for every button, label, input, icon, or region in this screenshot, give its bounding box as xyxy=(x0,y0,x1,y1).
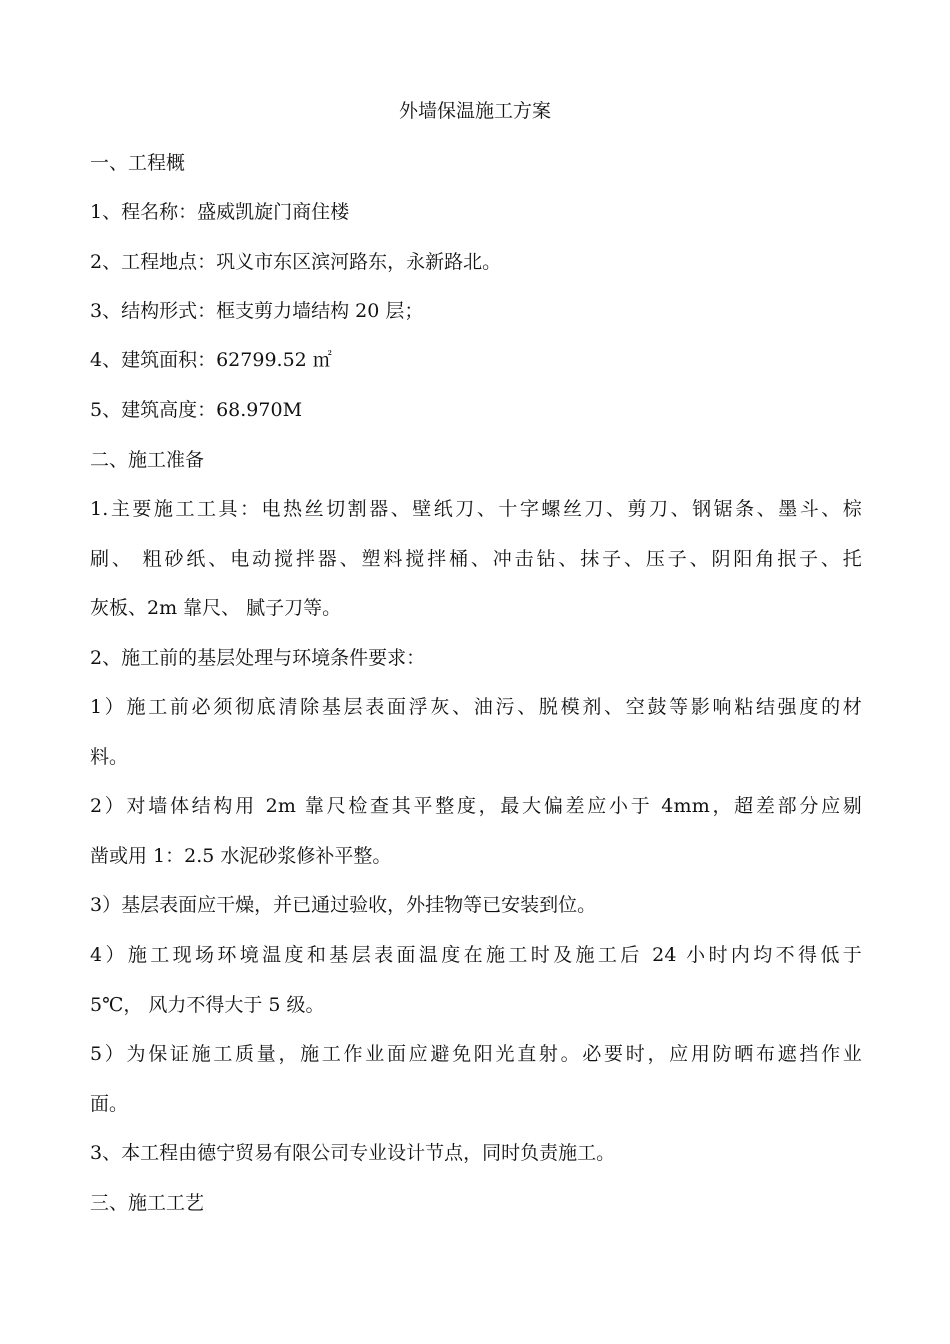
paragraph-item-1-line-1: 1）施工前必须彻底清除基层表面浮灰、油污、脱模剂、空鼓等影响粘结强度的材 xyxy=(90,696,862,718)
paragraph-building-height: 5、建筑高度：68.970M xyxy=(90,399,303,421)
paragraph-item-4-line-2: 5℃， 风力不得大于 5 级。 xyxy=(90,994,325,1016)
section-heading-preparation: 二、施工准备 xyxy=(90,449,205,471)
paragraph-project-name: 1、程名称：盛威凯旋门商住楼 xyxy=(90,201,350,223)
paragraph-building-area: 4、建筑面积：62799.52 ㎡ xyxy=(90,349,332,371)
section-heading-overview: 一、工程概 xyxy=(90,152,186,174)
paragraph-project-location: 2、工程地点：巩义市东区滨河路东，永新路北。 xyxy=(90,251,502,273)
paragraph-item-2-line-2: 凿或用 1：2.5 水泥砂浆修补平整。 xyxy=(90,845,392,867)
paragraph-tools-line-1: 1.主要施工工具：电热丝切割器、壁纸刀、十字螺丝刀、剪刀、钢锯条、墨斗、棕 xyxy=(90,498,862,520)
paragraph-item-1-line-2: 料。 xyxy=(90,746,129,768)
paragraph-item-5-line-1: 5）为保证施工质量，施工作业面应避免阳光直射。必要时，应用防晒布遮挡作业 xyxy=(90,1043,862,1065)
paragraph-item-3: 3）基层表面应干燥，并已通过验收，外挂物等已安装到位。 xyxy=(90,894,597,916)
paragraph-structure-type: 3、结构形式：框支剪力墙结构 20 层； xyxy=(90,300,424,322)
section-heading-process: 三、施工工艺 xyxy=(90,1192,205,1214)
document-title: 外墙保温施工方案 xyxy=(398,100,551,122)
paragraph-tools-line-2: 刷、 粗砂纸、电动搅拌器、塑料搅拌桶、冲击钻、抹子、压子、阴阳角抿子、托 xyxy=(90,548,862,570)
paragraph-base-requirements: 2、施工前的基层处理与环境条件要求： xyxy=(90,647,426,669)
paragraph-item-2-line-1: 2）对墙体结构用 2m 靠尺检查其平整度，最大偏差应小于 4mm，超差部分应剔 xyxy=(90,795,862,817)
paragraph-tools-line-3: 灰板、2m 靠尺、 腻子刀等。 xyxy=(90,597,342,619)
paragraph-contractor: 3、本工程由德宁贸易有限公司专业设计节点，同时负责施工。 xyxy=(90,1142,616,1164)
paragraph-item-4-line-1: 4）施工现场环境温度和基层表面温度在施工时及施工后 24 小时内均不得低于 xyxy=(90,944,862,966)
paragraph-item-5-line-2: 面。 xyxy=(90,1093,129,1115)
